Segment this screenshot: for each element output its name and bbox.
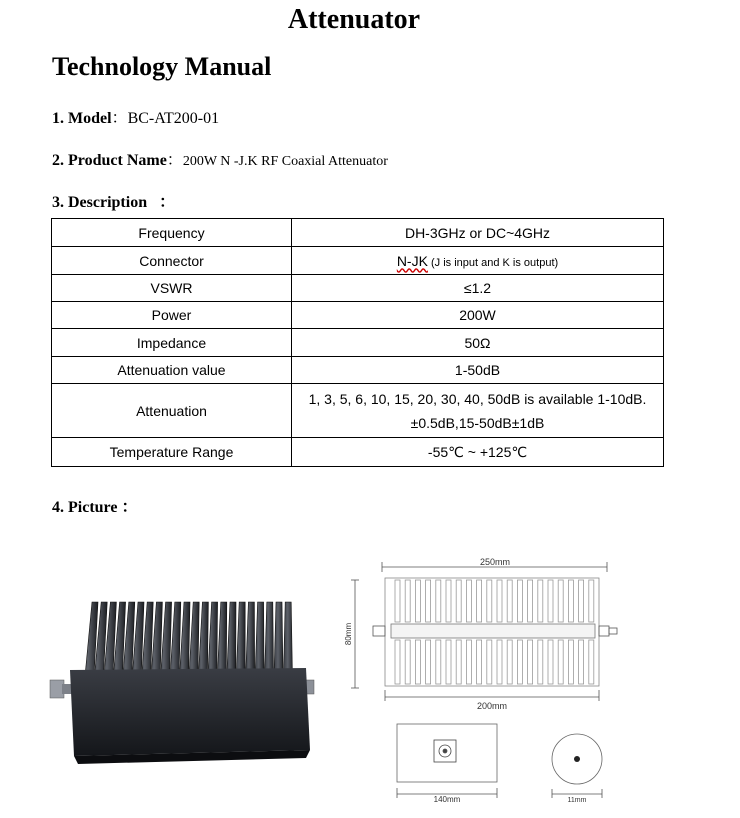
drawing-fin [558, 640, 563, 684]
page-title: Attenuator [287, 4, 421, 35]
drawing-fin [415, 640, 420, 684]
drawing-fin [589, 580, 594, 622]
spec-key: Impedance [52, 329, 292, 357]
drawing-fin [517, 640, 522, 684]
drawing-fin [466, 640, 471, 684]
table-row [52, 219, 664, 247]
drawing-fin [415, 580, 420, 622]
spec-key: Power [52, 302, 292, 329]
drawing-fin [528, 640, 533, 684]
technical-drawing [345, 556, 645, 808]
table-row [52, 329, 664, 357]
table-row [52, 384, 664, 438]
drawing-fin [436, 640, 441, 684]
drawing-fin [538, 640, 543, 684]
product-separator: ： [166, 152, 183, 169]
picture-label: 4. Picture [52, 499, 118, 516]
drawing-fin [487, 580, 492, 622]
product-value: 200W N -J.K RF Coaxial Attenuator [182, 154, 388, 169]
drawing-fin [497, 640, 502, 684]
dim-width-label: 140mm [433, 795, 461, 804]
description-separator: ： [159, 194, 176, 211]
spec-key: Attenuation [52, 384, 292, 438]
spec-value [292, 384, 664, 438]
spec-key: Attenuation value [52, 357, 292, 384]
model-line [52, 105, 219, 128]
picture-heading [52, 494, 137, 517]
model-label: 1. Model [52, 110, 112, 127]
dim-diameter-label: 11mm [567, 797, 587, 804]
spec-value: DH-3GHz or DC~4GHz [292, 219, 664, 247]
connector-note: (J is input and K is output) [427, 256, 559, 269]
dim-body-label: 200mm [476, 701, 508, 711]
product-number: 2 [52, 152, 60, 169]
spec-value: 200W [292, 302, 664, 329]
manual-subtitle: Technology Manual [52, 52, 272, 81]
drawing-fin [456, 640, 461, 684]
attenuation-line-2: ±0.5dB,15-50dB±1dB [410, 414, 545, 431]
drawing-fin [528, 580, 533, 622]
model-separator: ： [111, 110, 128, 127]
spec-key: Frequency [52, 219, 292, 247]
product-line [52, 147, 388, 170]
drawing-fin [589, 640, 594, 684]
drawing-fin [579, 640, 584, 684]
picture-separator: ： [121, 499, 138, 516]
drawing-fin [395, 580, 400, 622]
attenuation-line-1: 1, 3, 5, 6, 10, 15, 20, 30, 40, 50dB is available 1-10dB. [308, 390, 647, 407]
drawing-fin [477, 580, 482, 622]
spec-value: 1-50dB [292, 357, 664, 384]
drawing-fin [579, 580, 584, 622]
drawing-fin [426, 640, 431, 684]
table-row [52, 275, 664, 302]
product-label: . Product Name [60, 152, 167, 169]
drawing-fin [507, 580, 512, 622]
spec-value [292, 247, 664, 275]
drawing-fin [426, 580, 431, 622]
description-label: 3. Description [52, 194, 148, 211]
drawing-fin [568, 640, 573, 684]
attenuator-photo [48, 600, 328, 790]
drawing-fin [497, 580, 502, 622]
drawing-fin [538, 580, 543, 622]
spec-value: ≤1.2 [292, 275, 664, 302]
spec-key: Temperature Range [52, 438, 292, 467]
drawing-fin [446, 640, 451, 684]
drawing-fin [568, 580, 573, 622]
table-row [52, 357, 664, 384]
description-heading [52, 189, 175, 212]
model-value: BC-AT200-01 [127, 110, 220, 127]
drawing-fin [446, 580, 451, 622]
table-row [52, 302, 664, 329]
drawing-fin [487, 640, 492, 684]
table-row [52, 247, 664, 275]
drawing-fin [548, 580, 553, 622]
drawing-fin [405, 580, 410, 622]
drawing-fin [517, 580, 522, 622]
table-row [52, 438, 664, 467]
spec-table [51, 218, 664, 467]
spec-value: 50Ω [292, 329, 664, 357]
drawing-fin [456, 580, 461, 622]
drawing-fin [477, 640, 482, 684]
drawing-fin [548, 640, 553, 684]
connector-type: N-JK [396, 252, 428, 269]
drawing-fin [395, 640, 400, 684]
drawing-fin [466, 580, 471, 622]
drawing-fin [405, 640, 410, 684]
drawing-fin [558, 580, 563, 622]
dim-height-label: 80mm [344, 622, 353, 646]
drawing-fin [436, 580, 441, 622]
drawing-fin [507, 640, 512, 684]
spec-key: VSWR [52, 275, 292, 302]
dim-length-label: 250mm [479, 557, 511, 567]
spec-value: -55℃ ~ +125℃ [292, 438, 664, 467]
spec-key: Connector [52, 247, 292, 275]
